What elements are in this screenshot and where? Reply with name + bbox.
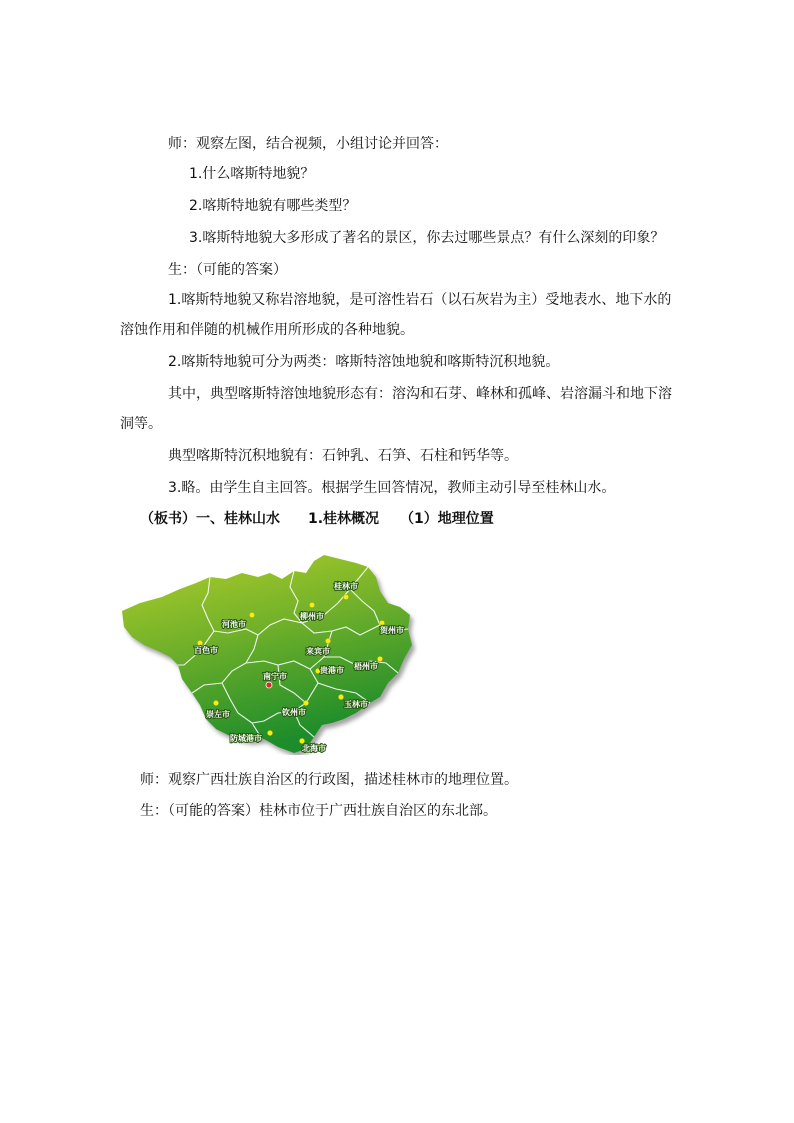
label-hezhou: 贺州市 [380,626,404,635]
answer-1-line-1: 1.喀斯特地貌又称岩溶地貌，是可溶性岩石（以石灰岩为主）受地表水、地下水的 [168,292,672,308]
chongzuo-dot [213,700,218,705]
guilin-dot [343,594,348,599]
answer-2-detail-line-2: 洞等。 [120,416,162,432]
laibin-dot [325,638,330,643]
label-beihai: 北海市 [302,744,326,753]
wuzhou-dot [377,656,382,661]
teacher-prompt: 师：观察左图，结合视频，小组讨论并回答： [168,136,448,152]
label-guilin: 桂林市 [334,582,358,591]
question-2: 2.喀斯特地貌有哪些类型？ [189,198,357,214]
label-hechi: 河池市 [222,620,246,629]
question-1: 1.什么喀斯特地貌？ [189,166,315,182]
student-answer-label: 生：（可能的答案） [168,262,287,278]
student-map-answer: 生：（可能的答案）桂林市位于广西壮族自治区的东北部。 [140,803,497,819]
label-wuzhou: 梧州市 [354,662,378,671]
yulin-dot [338,694,343,699]
hechi-dot [249,612,254,617]
baise-dot [197,640,202,645]
label-chongzuo: 崇左市 [206,710,230,719]
label-fangchenggang: 防城港市 [230,734,262,743]
answer-1-line-2: 溶蚀作用和伴随的机械作用所形成的各种地貌。 [120,322,414,338]
fangchenggang-dot [267,730,272,735]
label-guigang: 贵港市 [320,666,344,675]
label-qinzhou: 钦州市 [282,708,306,717]
liuzhou-dot [309,602,314,607]
label-laibin: 来宾市 [306,647,330,656]
answer-3: 3.略。由学生自主回答。根据学生回答情况，教师主动引导至桂林山水。 [168,480,616,496]
question-3: 3.喀斯特地貌大多形成了著名的景区，你去过哪些景点？有什么深刻的印象？ [189,230,665,246]
answer-2-detail-line-1: 其中，典型喀斯特溶蚀地貌形态有：溶沟和石芽、峰林和孤峰、岩溶漏斗和地下溶 [168,386,672,402]
label-liuzhou: 柳州市 [300,612,324,621]
answer-2: 2.喀斯特地貌可分为两类：喀斯特溶蚀地貌和喀斯特沉积地貌。 [168,354,560,370]
hezhou-dot [379,620,384,625]
label-yulin: 玉林市 [344,700,368,709]
qinzhou-dot [303,700,308,705]
answer-2-sediment: 典型喀斯特沉积地貌有：石钟乳、石笋、石柱和钙华等。 [168,448,518,464]
nanning-capital-icon [266,682,272,688]
guangxi-admin-map [118,553,418,755]
teacher-map-prompt: 师：观察广西壮族自治区的行政图，描述桂林市的地理位置。 [140,772,518,788]
guangxi-outline [122,555,412,753]
board-heading: （板书）一、桂林山水 1.桂林概况 （1）地理位置 [140,511,494,527]
label-baise: 百色市 [194,646,218,655]
label-nanning: 南宁市 [263,672,287,681]
beihai-dot [299,738,304,743]
